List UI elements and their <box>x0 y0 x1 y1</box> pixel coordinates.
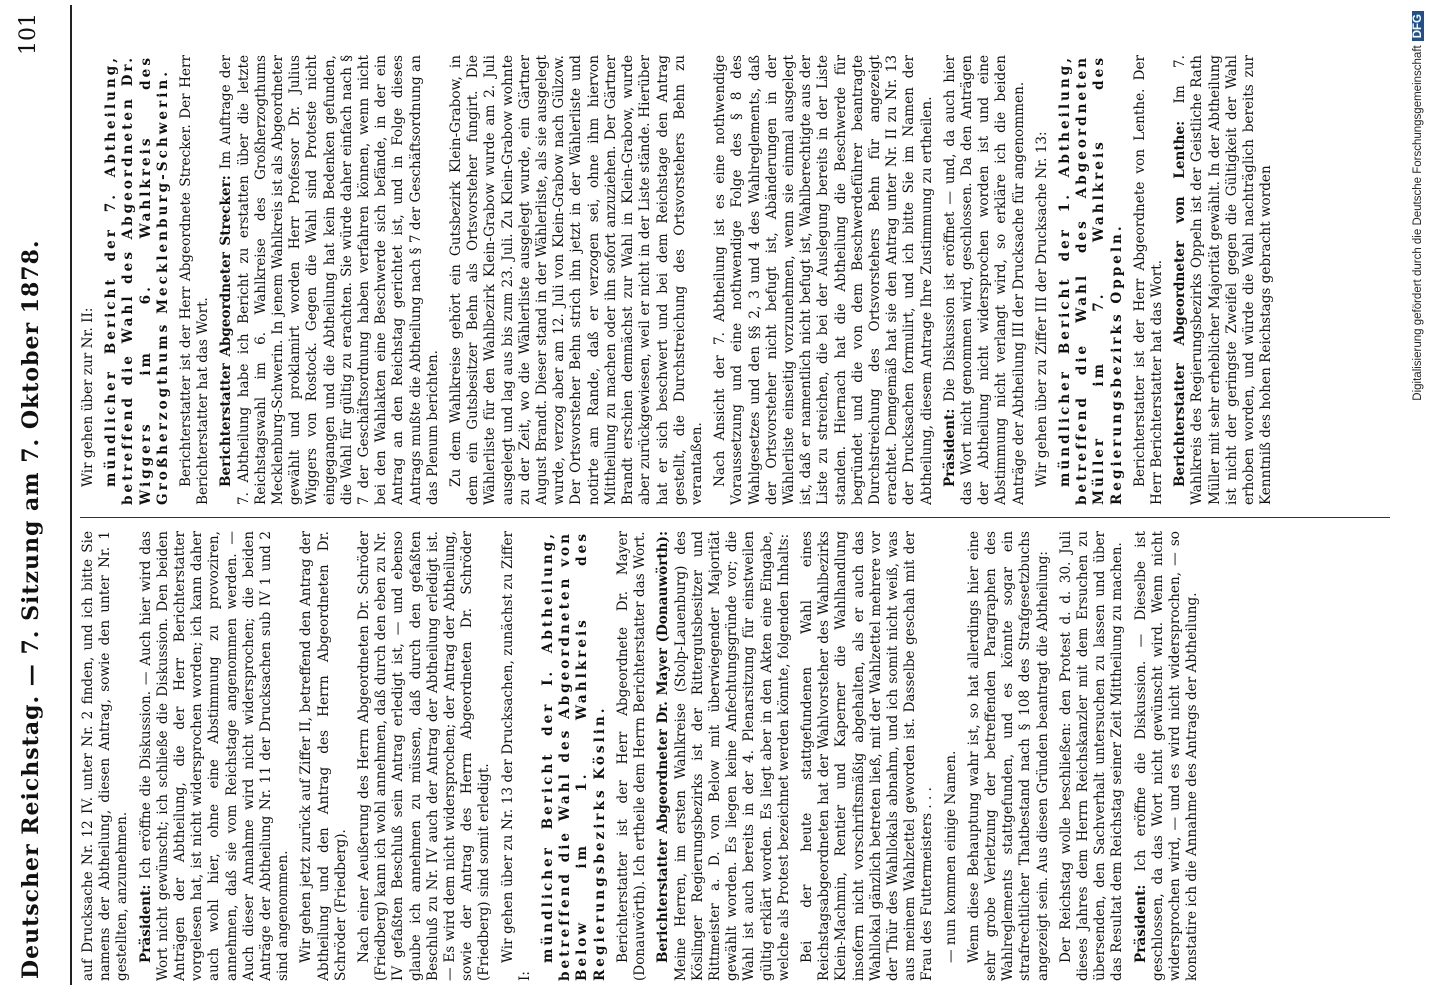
paragraph: — nun kommen einige Namen. <box>942 750 959 963</box>
right-column <box>80 55 1394 505</box>
digitization-credit <box>1410 6 1428 992</box>
paragraph: Nach einer Aeußerung des Herrn Abgeordneten Dr. Schröder (Friedberg) kann ich wohl annehmen, daß durch den eben zu Nr. IV gefaßten Beschluß sein Antrag erledigt ist, — und ebenso glaube ich annehmen zu müssen, daß durch den gefaßten Beschluß zu Nr. IV auch der Antrag der Abtheilung erledigt ist. — Es wird dem nicht widersprochen; der Antrag der Abtheilung, sowie der Antrag des Herrn Abgeordneten Dr. Schröder (Friedberg) sind somit erledigt. <box>356 531 493 981</box>
paragraph: Nach Ansicht der 7. Abtheilung ist es eine nothwendige Voraussetzung und eine nothwendige Folge des § 8 des Wahlgesetzes und den §§ 2, 3 und 4 des Wahlreglements, daß der Ortsvorsteher nicht befugt ist, Abänderungen in der Wählerliste einseitig vorzunehmen, wenn sie einmal ausgelegt ist, daß er namentlich nicht befugt ist, Wahlberechtigte aus der Liste zu streichen, die bei der Auslegung bereits in der Liste standen. Hiernach hat die Abtheilung die Beschwerde für begründet und die von dem Beschwerdeführer beantragte Durchstreichung des Ortsvorstehers Behn für angezeigt erachtet. Demgemäß hat sie den Antrag unter Nr. II zu Nr. 13 der Drucksachen formulirt, und ich bitte Sie im Namen der Abtheilung, diesem Antrage Ihre Zustimmung zu ertheilen. <box>712 55 935 505</box>
speech-text: Im 7. Wahlkreis des Regierungsbezirks Oppeln ist der Geistliche Rath Müller mit sehr erheblicher Majorität gewählt. In der Abtheilung ist nicht der geringste Zweifel gegen die Gültigkeit der Wahl erhoben worden, und würde die Wahl nachträglich bereits zur Kenntniß des hohen Reichstags gebracht worden <box>1172 55 1275 505</box>
speaker-label: Präsident: <box>137 884 154 963</box>
paragraph: auf Drucksache Nr. 12 IV. unter Nr. 2 finden, und ich bitte Sie namens der Abtheilung, diesen Antrag, sowie den unter Nr. 1 gestellten, anzunehmen. <box>80 531 131 981</box>
left-column <box>80 531 1394 981</box>
paragraph <box>655 531 793 981</box>
speech-text: Im Auftrage der 7. Abtheilung habe ich Bericht zu erstatten über die letzte Reichstagswahl im 6. Wahlkreise des Großherzogthums Mecklenburg-Schwerin. In jenem Wahlkreis ist als Abgeordneter gewählt und proklamirt worden Herr Professor Dr. Julius Wiggers von Rostock. Gegen die Wahl sind Proteste nicht eingegangen und die Abtheilung hat kein Bedenken gefunden, die Wahl für gültig zu erachten. Sie würde daher einfach nach § 7 der Geschäftsordnung haben verfahren können, wenn nicht bei den Wahlakten eine Beschwerde sich befände, in der ein Antrag an den Reichstag gerichtet ist, und in Folge dieses Antrags mußte die Abtheilung nach § 7 der Geschäftsordnung an das Plenum berichten. <box>218 55 441 505</box>
paragraph <box>942 55 1028 505</box>
paragraph <box>1172 55 1275 505</box>
page-number: 101 <box>16 13 41 55</box>
paragraph: Wir gehen jetzt zurück auf Ziffer II, betreffend den Antrag der Abtheilung und den Antrag des Herrn Abgeordneten Dr. Schröder (Friedberg). <box>298 531 349 981</box>
paragraph: Wir gehen über zur Nr. II: <box>80 307 96 487</box>
speech-text: Ich eröffne die Diskussion. — Dieselbe ist geschlossen, da das Wort nicht gewünscht wird. Wenn nicht widersprochen wird, — und es wird nicht widersprochen, — so konstatire ich die Annahme des Antrags der Abtheilung. <box>1132 531 1201 981</box>
speaker-label: Präsident: <box>1132 884 1149 963</box>
agenda-item: mündlicher Bericht der 7. Abtheilung, betreffend die Wahl des Abgeordneten Dr. Wiggers im 6. Wahlkreis des Großherzogthums Mecklenburg-Schwerin. <box>103 55 171 505</box>
speech-text: Die Diskussion ist eröffnet — und, da auch hier das Wort nicht genommen wird, geschlossen. Da den Anträgen der Abtheilung nicht widersprochen worden ist und eine Abstimmung nicht verlangt wird, so erkläre ich die beiden Anträge der Abtheilung III der Drucksache für angenommen. <box>941 55 1027 505</box>
paragraph: Bei der heute stattgefundenen Wahl eines Reichstagsabgeordneten hat der Wahlvorsteher des Wahlbezirks Klein-Machmin, Rentier und Kaperner die Wahlhandlung insofern nicht vorschriftsmäßig abgehalten, als er auch das Wahllokal gänzlich betreten ließ, mit der Wahlzettel mehrere vor der Thür des Wahllokals abnahm, und ich somit nicht weiß, was aus meinem Wahlzettel geworden ist. Dasselbe geschah mit der Frau des Futtermeisters . . . <box>798 531 936 981</box>
agenda-item: mündlicher Bericht der I. Abtheilung, betreffend die Wahl des Abgeordneten von Below im 1. Wahlkreis des Regierungsbezirks Köslin. <box>540 531 608 981</box>
credit-text: Digitalisierung gefördert durch die Deutsche Forschungsgemeinschaft <box>1412 45 1424 401</box>
speaker-label: Berichterstatter Abgeordneter von Lenthe: <box>1172 120 1189 487</box>
column-divider <box>80 517 1390 518</box>
document-page <box>10 5 1400 985</box>
paragraph: Der Reichstag wolle beschließen: den Protest d. d. 30. Juli dieses Jahres dem Herrn Reichskanzler mit dem Ersuchen zu übersenden, den Sachverhalt untersuchen zu lassen und über das Resultat dem Reichstag seiner Zeit Mittheilung zu machen. <box>1057 531 1126 981</box>
paragraph: Wir gehen über zu Ziffer III der Drucksache Nr. 13: <box>1033 131 1050 487</box>
speaker-label: Präsident: <box>941 408 958 487</box>
paragraph: Berichterstatter ist der Herr Abgeordnete von Lenthe. Der Herr Berichterstatter hat das Wort. <box>1131 55 1165 505</box>
paragraph: Wenn diese Behauptung wahr ist, so hat allerdings hier eine sehr grobe Verletzung der betreffenden Paragraphen des Wahlreglements stattgefunden, und es könnte sogar ein strafrechtlicher Thatbestand nach § 108 des Strafgesetzbuchs angezeigt sein. Aus diesen Gründen beantragt die Abtheilung: <box>965 531 1051 981</box>
page-header <box>10 5 72 985</box>
speech-text: Ich eröffne die Diskussion. — Auch hier wird das Wort nicht gewünscht; ich schließe die Diskussion. Den beiden Anträgen der Abtheilung, die der Herr Berichterstatter vorgelesen hat, ist nicht widersprochen worden; ich kann daher auch wohl hier, ohne eine Abstimmung zu provoziren, annehmen, daß sie vom Reichstage angenommen werden. — Auch dieser Annahme wird nicht widersprochen; die beiden Anträge der Abtheilung Nr. 11 der Drucksachen sub IV 1 und 2 sind angenommen. <box>137 531 292 981</box>
paragraph <box>218 55 442 505</box>
paragraph: Berichterstatter ist der Herr Abgeordnete Strecker. Der Herr Berichterstatter hat das Wort. <box>178 55 212 505</box>
speaker-label: Berichterstatter Abgeordneter Strecker: <box>218 175 235 487</box>
running-title: Deutscher Reichstag. — 7. Sitzung am 7. Oktober 1878. <box>18 239 44 979</box>
paragraph: Berichterstatter ist der Herr Abgeordnete Dr. Mayer (Donauwörth). Ich ertheile dem Herrn Berichterstatter das Wort. <box>614 531 649 981</box>
dfg-logo: DFG <box>1412 11 1424 41</box>
speech-text: Meine Herren, im ersten Wahlkreise (Stolp-Lauenburg) des Köslinger Regierungsbezirks ist der Rittergutsbesitzer und Rittmeister a. D. von Below mit überwiegender Majorität gewählt worden. Es liegen keine Anfechtungsgründe vor; die Wahl ist auch bereits in der 4. Plenarsitzung für einstweilen gültig erklärt worden. Es liegt aber in den Akten eine Eingabe, welche als Protest bezeichnet werden könnte, folgenden Inhalts: <box>672 531 792 981</box>
paragraph <box>1133 531 1202 981</box>
paragraph <box>138 531 293 981</box>
agenda-item: mündlicher Bericht der 1. Abtheilung, betreffend die Wahl des Abgeordneten Müller im 7. Wahlkreis des Regierungsbezirks Oppeln. <box>1056 55 1125 505</box>
speaker-label: Berichterstatter Abgeordneter Dr. Mayer (Donauwörth): <box>655 531 672 963</box>
paragraph: Zu dem Wahlkreise gehört ein Gutsbezirk Klein-Grabow, in dem ein Gutsbesitzer Behn als Ortsvorsteher fungirt. Die Wählerliste für den Wahlbezirk Klein-Grabow wurde am 2. Juli ausgelegt und lag aus bis zum 23. Juli. Zu Klein-Grabow wohnte zu der Zeit, wo die Wählerliste ausgelegt wurde, ein Gärtner August Brandt. Dieser stand in der Wählerliste, als sie ausgelegt wurde, verzog aber am 12. Juli von Klein-Grabow nach Gülzow. Der Ortsvorsteher Behn strich ihn jetzt in der Wählerliste und notirte am Rande, daß er verzogen sei, ohne ihm hiervon Mittheilung zu machen oder ihn sofort anzuziehen. Der Gärtner Brandt erschien demnächst zur Wahl in Klein-Grabow, wurde aber zurückgewiesen, weil er nicht in der Liste stände. Hierüber hat er sich beschwert und bei dem Reichstage den Antrag gestellt, die Durchstreichung des Ortsvorstehers Behn zu verantaßen. <box>448 55 705 505</box>
paragraph: Wir gehen über zu Nr. 13 der Drucksachen, zunächst zu Ziffer I: <box>499 531 533 981</box>
